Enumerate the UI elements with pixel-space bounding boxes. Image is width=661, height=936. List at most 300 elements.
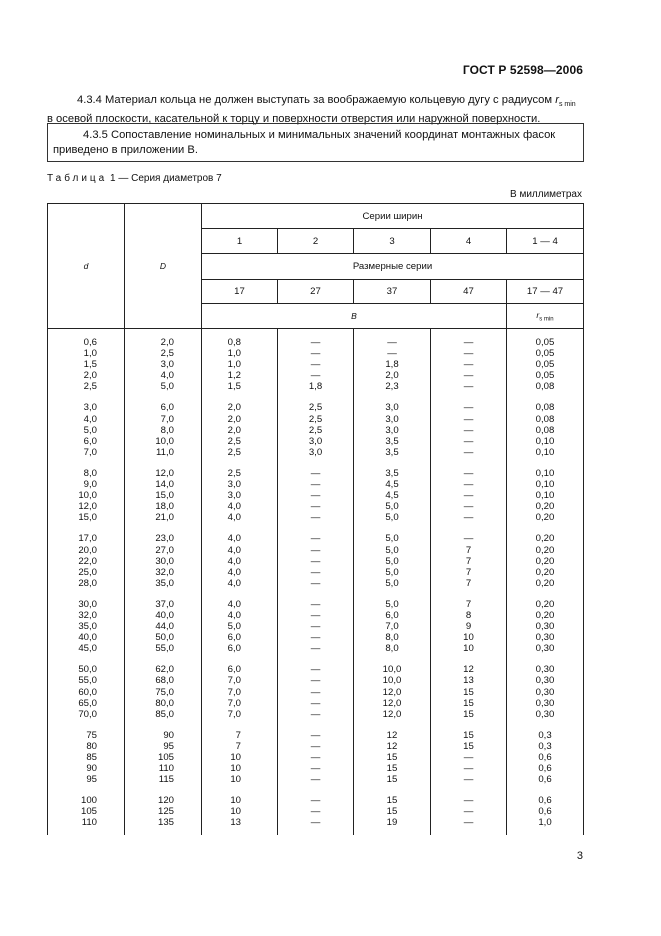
table-cell: 3,0: [202, 490, 278, 501]
table-cell: 0,30: [507, 643, 584, 654]
table-cell: 0,20: [507, 533, 584, 544]
table-cell: 6,0: [202, 643, 278, 654]
table-cell: 13: [202, 817, 278, 828]
spacer-cell: [125, 720, 202, 730]
table-cell: 0,6: [48, 337, 125, 348]
spacer-cell: [125, 458, 202, 468]
table-spacer-row: [48, 785, 584, 795]
spacer-cell: [278, 392, 354, 402]
table-cell: 8,0: [354, 632, 431, 643]
spacer-cell: [125, 523, 202, 533]
table-row: [48, 698, 584, 709]
table-cell: 7,0: [354, 621, 431, 632]
table-cell: —: [431, 533, 507, 544]
table-cell: 0,30: [507, 698, 584, 709]
page-number: 3: [576, 850, 583, 862]
table-row: [48, 567, 584, 578]
spacer-cell: [431, 654, 507, 664]
table-cell: 15: [431, 687, 507, 698]
spacer-cell: [431, 523, 507, 533]
table-cell: 4,0: [202, 545, 278, 556]
table-cell: 15,0: [48, 512, 125, 523]
spacer-cell: [507, 785, 584, 795]
table-cell: 1,5: [202, 381, 278, 392]
table-cell: —: [278, 610, 354, 621]
table-cell: 0,20: [507, 545, 584, 556]
table-cell: 0,3: [507, 741, 584, 752]
table-cell: 0,30: [507, 632, 584, 643]
spacer-cell: [202, 458, 278, 468]
table-cell: 4,0: [202, 610, 278, 621]
table-cell: 7,0: [202, 698, 278, 709]
table-cell: —: [431, 436, 507, 447]
table-cell: —: [278, 806, 354, 817]
table-cell: 12: [354, 730, 431, 741]
table-cell: 6,0: [125, 402, 202, 413]
table-cell: 2,5: [278, 425, 354, 436]
table-cell: 0,30: [507, 687, 584, 698]
table-cell: —: [431, 763, 507, 774]
table-cell: 60,0: [48, 687, 125, 698]
table-cell: 4,0: [48, 414, 125, 425]
spacer-cell: [125, 654, 202, 664]
spacer-cell: [278, 589, 354, 599]
table-cell: 14,0: [125, 479, 202, 490]
spacer-cell: [431, 720, 507, 730]
spacer-cell: [202, 329, 278, 338]
spacer-cell: [507, 458, 584, 468]
table-cell: —: [354, 348, 431, 359]
table-cell: 12,0: [354, 709, 431, 720]
table-row: [48, 414, 584, 425]
table-cell: 12: [354, 741, 431, 752]
size-series-cell: 37: [354, 280, 431, 304]
table-cell: 10: [431, 632, 507, 643]
table-cell: 30,0: [125, 556, 202, 567]
table-row: [48, 774, 584, 785]
table-cell: —: [278, 556, 354, 567]
spacer-cell: [202, 392, 278, 402]
spacer-cell: [354, 458, 431, 468]
table-cell: 15: [354, 752, 431, 763]
table-cell: 110: [125, 763, 202, 774]
table-cell: —: [431, 381, 507, 392]
table-cell: —: [278, 567, 354, 578]
spacer-cell: [354, 829, 431, 835]
table-cell: —: [278, 337, 354, 348]
table-cell: 2,0: [48, 370, 125, 381]
table-cell: 115: [125, 774, 202, 785]
table-caption: [47, 173, 222, 184]
table-cell: 44,0: [125, 621, 202, 632]
table-cell: 0,6: [507, 763, 584, 774]
table-cell: 2,5: [202, 436, 278, 447]
table-cell: 120: [125, 795, 202, 806]
table-cell: 7: [431, 567, 507, 578]
diameter-series-table: [47, 203, 584, 835]
table-cell: 37,0: [125, 599, 202, 610]
spacer-cell: [278, 785, 354, 795]
table-row: [48, 578, 584, 589]
table-row: [48, 610, 584, 621]
table-cell: —: [278, 359, 354, 370]
table-cell: 0,10: [507, 468, 584, 479]
table-cell: 2,5: [48, 381, 125, 392]
table-cell: 5,0: [354, 567, 431, 578]
spacer-cell: [354, 654, 431, 664]
spacer-cell: [125, 589, 202, 599]
table-cell: 0,6: [507, 806, 584, 817]
table-cell: 32,0: [125, 567, 202, 578]
table-row: [48, 533, 584, 544]
table-cell: 3,0: [354, 425, 431, 436]
table-cell: 10: [202, 763, 278, 774]
table-cell: —: [278, 643, 354, 654]
table-cell: 0,20: [507, 578, 584, 589]
table-cell: 3,0: [202, 479, 278, 490]
table-cell: 0,30: [507, 675, 584, 686]
table-cell: 3,0: [278, 436, 354, 447]
table-cell: —: [278, 468, 354, 479]
table-cell: 2,5: [278, 414, 354, 425]
table-cell: —: [278, 632, 354, 643]
chamfer-symbol-subscript: s min: [539, 316, 554, 323]
table-cell: —: [431, 795, 507, 806]
size-series-cell: 47: [431, 280, 507, 304]
table-cell: 35,0: [48, 621, 125, 632]
table-cell: 5,0: [354, 512, 431, 523]
table-cell: —: [431, 348, 507, 359]
table-spacer-row: [48, 329, 584, 338]
table-row: [48, 370, 584, 381]
table-cell: 22,0: [48, 556, 125, 567]
table-cell: 32,0: [48, 610, 125, 621]
table-cell: 10: [431, 643, 507, 654]
table-cell: —: [278, 741, 354, 752]
table-cell: 0,08: [507, 381, 584, 392]
table-cell: 6,0: [202, 664, 278, 675]
table-cell: 4,0: [202, 556, 278, 567]
table-cell: 0,20: [507, 599, 584, 610]
table-cell: 0,30: [507, 664, 584, 675]
spacer-cell: [278, 458, 354, 468]
table-cell: 5,0: [354, 599, 431, 610]
table-cell: —: [431, 490, 507, 501]
table-cell: 1,0: [48, 348, 125, 359]
table-cell: —: [278, 501, 354, 512]
table-cell: 10,0: [354, 664, 431, 675]
spacer-cell: [202, 829, 278, 835]
clause-4-3-4-text-before: 4.3.4 Материал кольца не должен выступать за воображаемую кольцевую дугу с радиусом: [77, 94, 556, 106]
spacer-cell: [431, 589, 507, 599]
table-cell: 17,0: [48, 533, 125, 544]
table-cell: 0,30: [507, 709, 584, 720]
table-cell: 7: [431, 556, 507, 567]
table-row: [48, 359, 584, 370]
table-cell: 135: [125, 817, 202, 828]
table-cell: —: [278, 348, 354, 359]
table-cell: 3,0: [354, 414, 431, 425]
table-cell: 8,0: [354, 643, 431, 654]
table-cell: 12,0: [48, 501, 125, 512]
table-cell: 7: [431, 578, 507, 589]
table-cell: 0,05: [507, 370, 584, 381]
table-cell: 0,20: [507, 567, 584, 578]
spacer-cell: [507, 654, 584, 664]
spacer-cell: [202, 523, 278, 533]
table-row: [48, 741, 584, 752]
table-cell: 3,5: [354, 447, 431, 458]
table-cell: 65,0: [48, 698, 125, 709]
spacer-cell: [507, 392, 584, 402]
table-cell: 40,0: [48, 632, 125, 643]
table-cell: 0,05: [507, 348, 584, 359]
table-cell: 10,0: [125, 436, 202, 447]
table-cell: 95: [125, 741, 202, 752]
table-cell: 100: [48, 795, 125, 806]
clause-4-3-5-text: 4.3.5 Сопоставление номинальных и минимальных значений координат монтажных фасок приведено в приложении В.: [53, 129, 556, 156]
table-cell: —: [431, 479, 507, 490]
table-row: [48, 795, 584, 806]
spacer-cell: [354, 392, 431, 402]
header-bore-diameter: d: [48, 204, 125, 329]
radius-symbol-subscript: s min: [558, 101, 576, 109]
spacer-cell: [278, 720, 354, 730]
table-cell: —: [431, 501, 507, 512]
table-spacer-row: [48, 523, 584, 533]
table-spacer-row: [48, 392, 584, 402]
table-cell: 10: [202, 795, 278, 806]
table-cell: 0,3: [507, 730, 584, 741]
table-cell: 2,0: [202, 402, 278, 413]
table-cell: 80: [48, 741, 125, 752]
table-cell: 4,5: [354, 479, 431, 490]
table-spacer-row: [48, 589, 584, 599]
table-cell: 50,0: [125, 632, 202, 643]
table-cell: 85,0: [125, 709, 202, 720]
table-cell: 0,10: [507, 436, 584, 447]
table-cell: 12: [431, 664, 507, 675]
table-cell: —: [431, 806, 507, 817]
table-cell: —: [278, 512, 354, 523]
table-cell: 5,0: [354, 556, 431, 567]
table-cell: —: [431, 447, 507, 458]
table-cell: 9: [431, 621, 507, 632]
spacer-cell: [354, 329, 431, 338]
table-cell: 0,20: [507, 501, 584, 512]
clause-4-3-4-text-after: в осевой плоскости, касательной к торцу и поверхности отверстия или наружной поверхности.: [47, 113, 541, 126]
table-cell: 5,0: [202, 621, 278, 632]
table-cell: —: [431, 337, 507, 348]
table-cell: 7: [202, 741, 278, 752]
table-cell: 105: [48, 806, 125, 817]
table-cell: 0,10: [507, 447, 584, 458]
table-row: [48, 675, 584, 686]
spacer-cell: [278, 829, 354, 835]
table-cell: 15: [431, 698, 507, 709]
table-cell: 90: [48, 763, 125, 774]
table-cell: 110: [48, 817, 125, 828]
spacer-cell: [507, 589, 584, 599]
spacer-cell: [125, 829, 202, 835]
chamfer-symbol: r: [536, 309, 540, 320]
table-cell: 13: [431, 675, 507, 686]
spacer-cell: [278, 329, 354, 338]
table-cell: 0,6: [507, 752, 584, 763]
table-cell: 0,10: [507, 490, 584, 501]
table-cell: 0,6: [507, 795, 584, 806]
table-cell: 12,0: [125, 468, 202, 479]
table-row: [48, 545, 584, 556]
table-row: [48, 621, 584, 632]
table-cell: 8,0: [48, 468, 125, 479]
table-cell: 1,8: [354, 359, 431, 370]
table-cell: 30,0: [48, 599, 125, 610]
table-cell: —: [278, 774, 354, 785]
table-cell: 4,0: [125, 370, 202, 381]
table-caption-prefix: Таблица: [47, 173, 108, 184]
spacer-cell: [202, 654, 278, 664]
table-cell: 15: [431, 730, 507, 741]
table-cell: —: [278, 752, 354, 763]
table-cell: 7: [202, 730, 278, 741]
table-cell: 0,05: [507, 359, 584, 370]
spacer-cell: [354, 589, 431, 599]
table-cell: 3,0: [354, 402, 431, 413]
table-row: [48, 425, 584, 436]
table-row: [48, 664, 584, 675]
table-cell: —: [431, 468, 507, 479]
table-cell: 6,0: [48, 436, 125, 447]
table-cell: —: [431, 370, 507, 381]
header-width-series: Серии ширин: [202, 204, 584, 229]
table-cell: 68,0: [125, 675, 202, 686]
table-cell: 4,0: [202, 501, 278, 512]
table-cell: 105: [125, 752, 202, 763]
table-row: [48, 752, 584, 763]
table-cell: 4,0: [202, 512, 278, 523]
table-cell: 125: [125, 806, 202, 817]
table-cell: —: [278, 370, 354, 381]
table-cell: 75: [48, 730, 125, 741]
table-cell: 50,0: [48, 664, 125, 675]
spacer-cell: [48, 392, 125, 402]
width-series-cell: 1 — 4: [507, 229, 584, 254]
spacer-cell: [507, 720, 584, 730]
spacer-cell: [354, 785, 431, 795]
table-row: [48, 599, 584, 610]
table-row: [48, 337, 584, 348]
table-cell: 0,20: [507, 610, 584, 621]
spacer-cell: [48, 329, 125, 338]
spacer-cell: [431, 329, 507, 338]
table-cell: 1,0: [202, 359, 278, 370]
table-cell: 6,0: [202, 632, 278, 643]
table-cell: 7,0: [202, 687, 278, 698]
units-note: В миллиметрах: [510, 189, 582, 200]
table-cell: 5,0: [48, 425, 125, 436]
table-cell: 28,0: [48, 578, 125, 589]
table-cell: 10,0: [48, 490, 125, 501]
table-cell: 0,08: [507, 425, 584, 436]
table-cell: 1,0: [202, 348, 278, 359]
table-cell: —: [431, 425, 507, 436]
spacer-cell: [278, 654, 354, 664]
table-body: [48, 329, 584, 835]
table-cell: 55,0: [48, 675, 125, 686]
table-cell: 2,0: [202, 425, 278, 436]
table-cell: 3,0: [125, 359, 202, 370]
table-cell: 4,0: [202, 567, 278, 578]
spacer-cell: [431, 392, 507, 402]
spacer-cell: [125, 785, 202, 795]
table-cell: 1,0: [507, 817, 584, 828]
table-row: [48, 436, 584, 447]
table-cell: 0,08: [507, 414, 584, 425]
table-cell: —: [278, 709, 354, 720]
radius-symbol: r: [555, 94, 559, 106]
table-cell: 5,0: [354, 533, 431, 544]
table-cell: —: [278, 730, 354, 741]
table-cell: 70,0: [48, 709, 125, 720]
width-series-cell: 3: [354, 229, 431, 254]
spacer-cell: [48, 523, 125, 533]
table-cell: 10,0: [354, 675, 431, 686]
table-cell: —: [278, 533, 354, 544]
table-cell: —: [431, 752, 507, 763]
table-cell: 0,10: [507, 479, 584, 490]
table-cell: 0,20: [507, 556, 584, 567]
table-cell: 2,0: [202, 414, 278, 425]
table-cell: 15: [431, 709, 507, 720]
table-cell: 9,0: [48, 479, 125, 490]
spacer-cell: [125, 392, 202, 402]
table-cell: 0,20: [507, 512, 584, 523]
spacer-cell: [354, 523, 431, 533]
table-cell: 3,5: [354, 468, 431, 479]
table-spacer-row: [48, 829, 584, 835]
table-row: [48, 512, 584, 523]
table-cell: 5,0: [354, 501, 431, 512]
table-row: [48, 348, 584, 359]
spacer-cell: [48, 458, 125, 468]
table-cell: —: [278, 763, 354, 774]
table-cell: 2,5: [202, 447, 278, 458]
table-cell: 1,2: [202, 370, 278, 381]
table-cell: —: [278, 687, 354, 698]
table-row: [48, 687, 584, 698]
table-cell: —: [431, 414, 507, 425]
spacer-cell: [431, 829, 507, 835]
table-row: [48, 730, 584, 741]
table-cell: 11,0: [125, 447, 202, 458]
table-cell: 8: [431, 610, 507, 621]
table-cell: 27,0: [125, 545, 202, 556]
spacer-cell: [48, 829, 125, 835]
table-cell: 19: [354, 817, 431, 828]
table-cell: —: [354, 337, 431, 348]
table-cell: 2,0: [354, 370, 431, 381]
spacer-cell: [431, 785, 507, 795]
table-cell: 0,05: [507, 337, 584, 348]
table-cell: 4,0: [202, 578, 278, 589]
table-caption-text: 1 — Серия диаметров 7: [107, 173, 222, 184]
table-row: [48, 556, 584, 567]
spacer-cell: [202, 720, 278, 730]
table-spacer-row: [48, 458, 584, 468]
table-cell: 5,0: [354, 578, 431, 589]
width-series-cell: 4: [431, 229, 507, 254]
